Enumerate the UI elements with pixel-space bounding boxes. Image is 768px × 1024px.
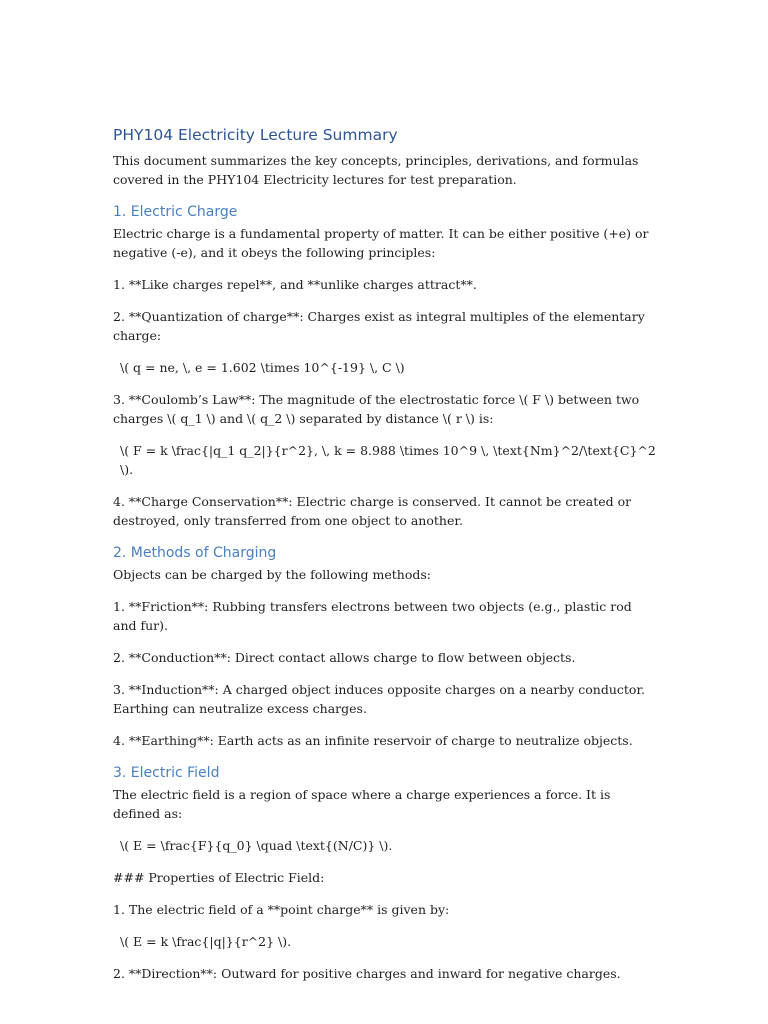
intro-paragraph: This document summarizes the key concepts, principles, derivations, and formulas covered in the PHY104 Electricity lectures for test preparation.	[113, 153, 639, 187]
section-heading: 3. Electric Field	[113, 765, 220, 781]
list-item: 4. **Earthing**: Earth acts as an infinite reservoir of charge to neutralize objects.	[113, 733, 633, 748]
equation: \( F = k \frac{|q_1 q_2|}{r^2}, \, k = 8.988 \times 10^9 \, \text{Nm}^2/\text{C}^2 \).	[120, 443, 656, 477]
list-item: 1. **Like charges repel**, and **unlike charges attract**.	[113, 277, 477, 292]
list-item: 1. The electric field of a **point charge** is given by:	[113, 902, 450, 917]
document-page	[113, 124, 658, 996]
list-item: 2. **Quantization of charge**: Charges exist as integral multiples of the elementary charge:	[113, 309, 645, 343]
equation: \( q = ne, \, e = 1.602 \times 10^{-19} \, C \)	[120, 360, 405, 375]
paragraph: Electric charge is a fundamental property of matter. It can be either positive (+e) or negative (-e), and it obeys the following principles:	[113, 226, 649, 260]
section-electric-charge	[113, 202, 658, 530]
paragraph: Objects can be charged by the following methods:	[113, 567, 431, 582]
document-title: PHY104 Electricity Lecture Summary	[113, 126, 398, 144]
section-heading: 2. Methods of Charging	[113, 545, 277, 561]
list-item: 1. **Friction**: Rubbing transfers electrons between two objects (e.g., plastic rod and fur).	[113, 599, 632, 633]
section-electric-field	[113, 763, 658, 983]
list-item: 2. **Direction**: Outward for positive charges and inward for negative charges.	[113, 966, 621, 981]
section-methods-of-charging	[113, 543, 658, 750]
equation: \( E = \frac{F}{q_0} \quad \text{(N/C)} \).	[120, 838, 393, 853]
list-item: 3. **Coulomb’s Law**: The magnitude of the electrostatic force \( F \) between two charges \( q_1 \) and \( q_2 \) separated by distance \( r \) is:	[113, 392, 640, 426]
paragraph: The electric field is a region of space where a charge experiences a force. It is defined as:	[113, 787, 611, 821]
list-item: 4. **Charge Conservation**: Electric charge is conserved. It cannot be created or destroyed, only transferred from one object to another.	[113, 494, 632, 528]
list-item: 2. **Conduction**: Direct contact allows charge to flow between objects.	[113, 650, 576, 665]
section-heading: 1. Electric Charge	[113, 204, 238, 220]
equation: \( E = k \frac{|q|}{r^2} \).	[120, 934, 292, 949]
subheading-text: ### Properties of Electric Field:	[113, 870, 325, 885]
list-item: 3. **Induction**: A charged object induces opposite charges on a nearby conductor. Earthing can neutralize excess charges.	[113, 682, 646, 716]
